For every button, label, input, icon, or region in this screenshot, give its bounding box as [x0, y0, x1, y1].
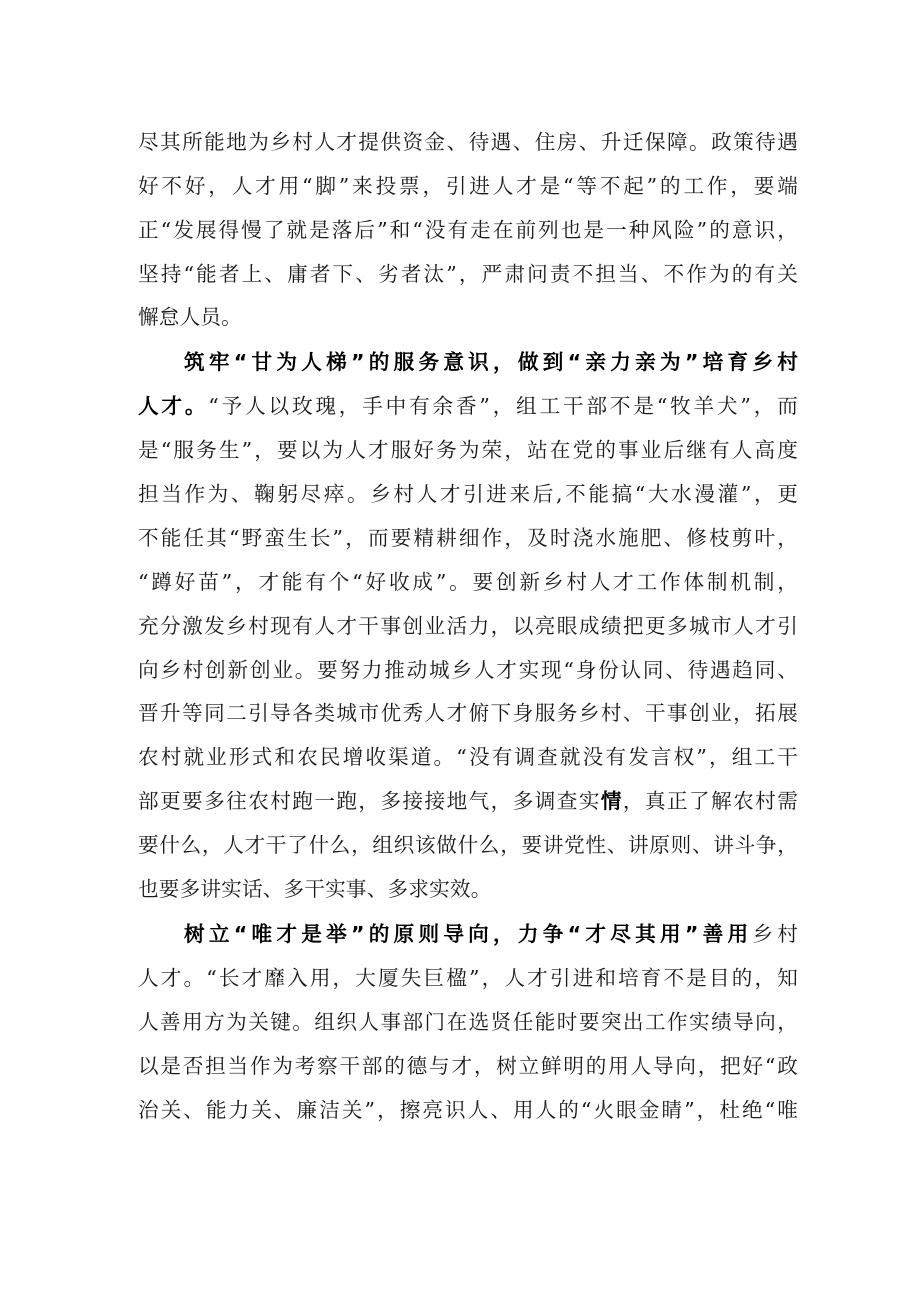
paragraph3-line-4: 治关、能力关、廉洁关”，擦亮识人、用人的“火眼金睛”，杜绝“唯: [138, 1098, 798, 1122]
paragraph2-line-3: 担当作为、鞠躬尽瘁。乡村人才引进来后,不能搞“大水漫灌”，更: [138, 482, 798, 506]
paragraph2-line-1-text: “予人以玫瑰，手中有余香”，组工干部不是“牧羊犬”，而: [208, 394, 798, 418]
paragraph3-heading-bold: 树立“唯才是举”的原则导向，力争“才尽其用”善用: [184, 922, 753, 946]
paragraph2-heading-line-1: 筑牢“甘为人梯”的服务意识，做到“亲力亲为”培育乡村: [184, 350, 798, 374]
paragraph1-line-1: 尽其所能地为乡村人才提供资金、待遇、住房、升迁保障。政策待遇: [138, 130, 798, 154]
paragraph2-line-5: “蹲好苗”，才能有个“好收成”。要创新乡村人才工作体制机制，: [138, 570, 798, 594]
paragraph1-line-3: 正“发展得慢了就是落后”和“没有走在前列也是一种风险”的意识，: [138, 218, 798, 242]
paragraph2-line-10-before: 部更要多往农村跑一跑，多接接地气，多调查实: [138, 789, 601, 813]
paragraph2-line-2: 是“服务生”，要以为人才服好务为荣，站在党的事业后继有人高度: [138, 438, 798, 462]
paragraph1-line-4: 坚持“能者上、庸者下、劣者汰”，严肃问责不担当、不作为的有关: [138, 262, 798, 286]
paragraph2-line-10: [138, 785, 798, 817]
paragraph3-line-3: 以是否担当作为考察干部的德与才，树立鲜明的用人导向，把好“政: [138, 1054, 798, 1078]
paragraph1-line-2: 好不好，人才用“脚”来投票，引进人才是“等不起”的工作，要端: [138, 174, 798, 198]
paragraph2-line-12: 也要多讲实话、多干实事、多求实效。: [138, 877, 492, 901]
paragraph2-heading-line-2: 人才。: [138, 394, 209, 418]
paragraph3-line-2: 人善用方为关键。组织人事部门在选贤任能时要突出工作实绩导向，: [138, 1010, 798, 1034]
paragraph2-line-9: 农村就业形式和农民增收渠道。“没有调查就没有发言权”，组工干: [138, 745, 798, 769]
paragraph2-line-4: 不能任其“野蛮生长”，而要精耕细作，及时浇水施肥、修枝剪叶，: [138, 526, 798, 550]
paragraph3-heading-line-1: [184, 918, 798, 950]
paragraph2-line-8: 晋升等同二引导各类城市优秀人才俯下身服务乡村、干事创业，拓展: [138, 701, 798, 725]
paragraph2-line-7: 向乡村创新创业。要努力推动城乡人才实现“身份认同、待遇趋同、: [138, 658, 798, 682]
paragraph2-line-1: [138, 390, 798, 422]
paragraph3-heading-rest: 乡村: [752, 922, 798, 946]
paragraph2-line-10-after: ，真正了解农村需: [622, 789, 799, 813]
paragraph2-line-6: 充分激发乡村现有人才干事创业活力，以亮眼成绩把更多城市人才引: [138, 614, 798, 638]
paragraph2-line-10-bold-word: 情: [600, 789, 623, 813]
paragraph1-line-5: 懈怠人员。: [138, 305, 242, 329]
paragraph3-line-1: 人才。“长才靡入用，大厦失巨楹”，人才引进和培育不是目的，知: [138, 966, 798, 990]
paragraph2-line-11: 要什么，人才干了什么，组织该做什么，要讲党性、讲原则、讲斗争，: [138, 833, 798, 857]
